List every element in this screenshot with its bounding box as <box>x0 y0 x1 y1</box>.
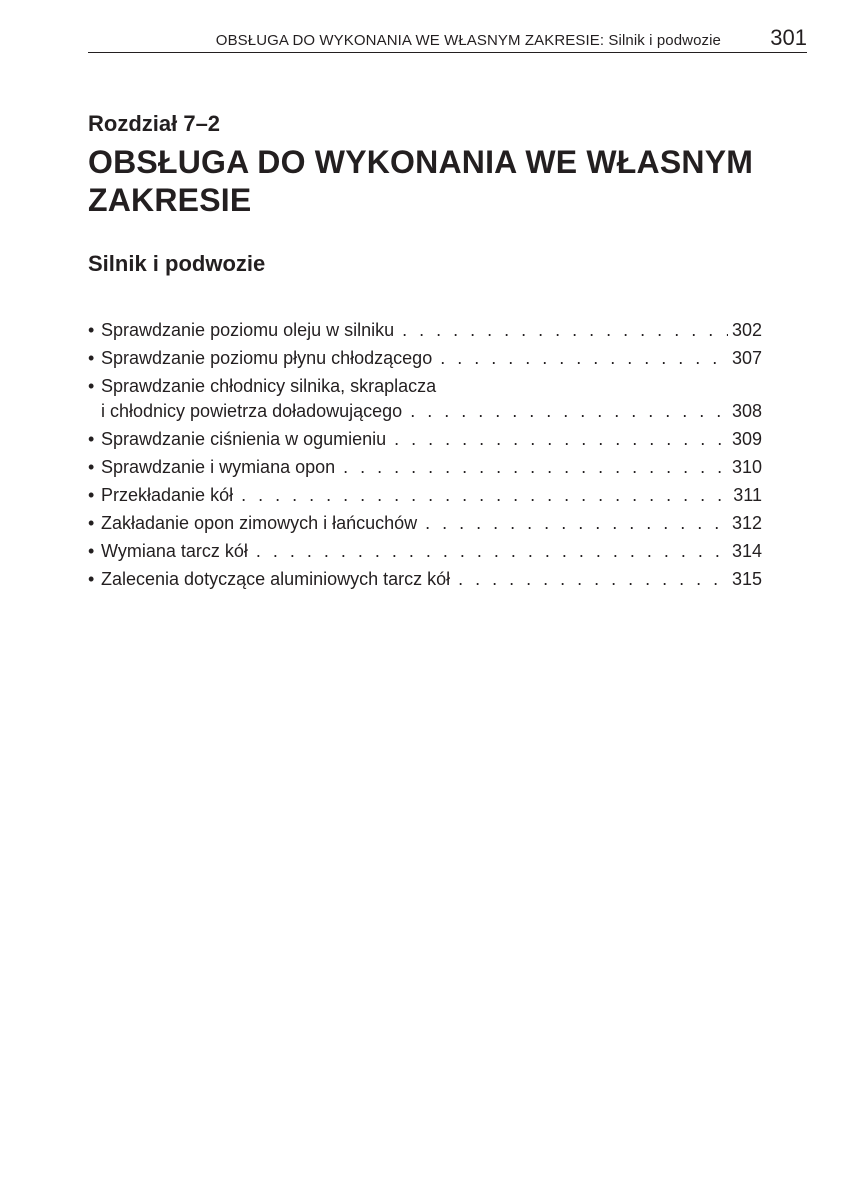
toc-entry <box>88 539 762 564</box>
dot-leader <box>402 318 728 343</box>
toc-entry-line <box>101 511 762 536</box>
toc-page-number: 307 <box>731 348 762 368</box>
toc-entry <box>88 374 762 424</box>
toc-entry-text: Sprawdzanie i wymiana opon <box>101 457 336 477</box>
toc-entry <box>88 567 762 592</box>
toc-page-number: 308 <box>731 401 762 421</box>
toc-entry-text: Zakładanie opon zimowych i łańcuchów <box>101 513 418 533</box>
dot-leader <box>256 539 728 564</box>
dot-leader <box>241 483 729 508</box>
toc-entry <box>88 346 762 371</box>
toc-entry-line <box>101 483 762 508</box>
toc-page-number: 312 <box>731 513 762 533</box>
toc-entry-text-line1: Sprawdzanie chłodnicy silnika, skraplacza <box>101 376 437 396</box>
bullet-icon: • <box>88 457 95 477</box>
toc-entry-line <box>101 567 762 592</box>
chapter-title: OBSŁUGA DO WYKONANIA WE WŁASNYM ZAKRESIE <box>88 144 754 218</box>
toc-entry <box>88 483 762 508</box>
toc-entry-line <box>101 399 762 424</box>
toc-page-number: 314 <box>731 541 762 561</box>
dot-leader <box>343 455 728 480</box>
dot-leader <box>425 511 728 536</box>
bullet-icon: • <box>88 376 95 396</box>
toc-entry-line <box>101 539 762 564</box>
toc-entry-text: Sprawdzanie poziomu płynu chłodzącego <box>101 348 433 368</box>
toc-page-number: 309 <box>731 429 762 449</box>
toc-entry <box>88 427 762 452</box>
section-title: Silnik i podwozie <box>88 251 266 276</box>
toc-entry-line <box>101 427 762 452</box>
toc-entry-text: Wymiana tarcz kół <box>101 541 248 561</box>
dot-leader <box>458 567 728 592</box>
toc-page-number: 302 <box>731 320 762 340</box>
toc-entry-text: Przekładanie kół <box>101 485 234 505</box>
bullet-icon: • <box>88 569 95 589</box>
toc-entry-text: Sprawdzanie poziomu oleju w silniku <box>101 320 395 340</box>
toc-entry-line <box>101 318 762 343</box>
toc-entry-line <box>101 346 762 371</box>
bullet-icon: • <box>88 320 95 340</box>
toc-page-number: 310 <box>731 457 762 477</box>
page-number: 301 <box>770 25 807 50</box>
bullet-icon: • <box>88 429 95 449</box>
running-title: OBSŁUGA DO WYKONANIA WE WŁASNYM ZAKRESIE: Silnik i podwozie <box>215 32 721 49</box>
table-of-contents <box>88 318 762 595</box>
toc-entry <box>88 318 762 343</box>
dot-leader <box>440 346 728 371</box>
bullet-icon: • <box>88 541 95 561</box>
toc-entry-line <box>101 455 762 480</box>
toc-page-number: 311 <box>733 485 762 505</box>
toc-entry <box>88 455 762 480</box>
toc-entry-text: Zalecenia dotyczące aluminiowych tarcz kół <box>101 569 451 589</box>
bullet-icon: • <box>88 513 95 533</box>
toc-entry <box>88 511 762 536</box>
dot-leader <box>394 427 728 452</box>
chapter-label: Rozdział 7–2 <box>88 111 221 136</box>
running-header <box>88 24 807 53</box>
toc-entry-text: Sprawdzanie ciśnienia w ogumieniu <box>101 429 387 449</box>
dot-leader <box>410 399 728 424</box>
bullet-icon: • <box>88 485 95 505</box>
toc-page-number: 315 <box>731 569 762 589</box>
bullet-icon: • <box>88 348 95 368</box>
toc-entry-text: i chłodnicy powietrza doładowującego <box>101 401 403 421</box>
